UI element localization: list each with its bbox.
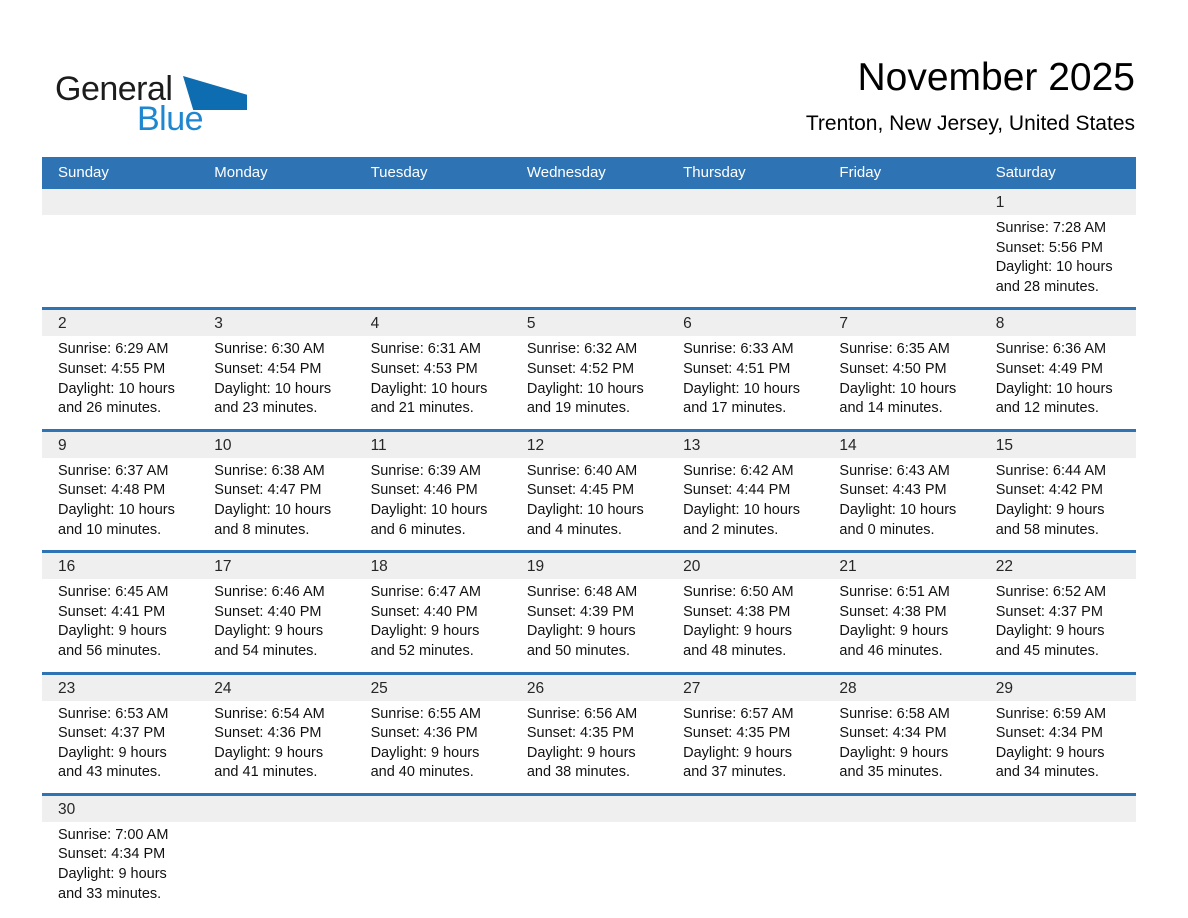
week-row (42, 189, 1136, 310)
day-cell (823, 675, 979, 793)
daylight-line-2: and 43 minutes. (58, 764, 162, 781)
sunrise-line: Sunrise: 6:46 AM (214, 584, 325, 601)
daylight-line-2: and 12 minutes. (995, 400, 1099, 417)
daylight-line: Daylight: 9 hours (214, 623, 324, 640)
day-details (355, 579, 511, 671)
sunrise-line: Sunrise: 6:38 AM (214, 462, 325, 479)
day-cell (511, 310, 667, 428)
weekday-header-monday: Monday (214, 164, 268, 181)
day-cell (980, 310, 1136, 428)
day-details (980, 458, 1136, 550)
day-number: 24 (198, 675, 354, 701)
day-cell (511, 553, 667, 671)
daylight-line-2: and 4 minutes. (526, 521, 622, 538)
sunset-line: Sunset: 4:35 PM (683, 725, 791, 742)
day-number: 10 (198, 432, 354, 458)
sunset-line: Sunset: 4:39 PM (526, 603, 635, 620)
daylight-line-2: and 40 minutes. (370, 764, 474, 781)
day-cell (980, 553, 1136, 671)
day-number: 12 (511, 432, 667, 458)
sunset-line: Sunset: 4:43 PM (839, 482, 947, 499)
day-details (980, 336, 1136, 428)
daylight-line-2: and 54 minutes. (214, 642, 318, 659)
day-details (42, 579, 198, 671)
day-details (823, 701, 979, 793)
daylight-line: Daylight: 9 hours (683, 623, 792, 640)
sunset-line: Sunset: 4:45 PM (526, 482, 635, 499)
daylight-line: Daylight: 9 hours (995, 623, 1105, 640)
weekday-header-sunday: Sunday (58, 164, 109, 181)
day-details (198, 458, 354, 550)
daylight-line: Daylight: 10 hours (214, 380, 332, 397)
day-cell (980, 675, 1136, 793)
day-details (667, 579, 823, 671)
week-row (42, 432, 1136, 553)
day-number (198, 796, 354, 822)
sunrise-line: Sunrise: 6:58 AM (839, 705, 950, 722)
day-cell (980, 432, 1136, 550)
day-cell (42, 553, 198, 671)
daylight-line: Daylight: 10 hours (526, 501, 644, 518)
sunrise-line: Sunrise: 6:42 AM (683, 462, 794, 479)
daylight-line: Daylight: 10 hours (58, 380, 175, 397)
weekday-header-friday: Friday (839, 164, 882, 181)
week-row (42, 675, 1136, 796)
daylight-line-2: and 50 minutes. (526, 642, 631, 659)
day-details (42, 822, 198, 914)
sunset-line: Sunset: 4:46 PM (370, 482, 478, 499)
day-cell (667, 553, 823, 671)
sunset-line: Sunset: 4:48 PM (58, 482, 166, 499)
sunrise-line: Sunrise: 6:37 AM (58, 462, 169, 479)
day-details (667, 458, 823, 550)
daylight-line: Daylight: 9 hours (995, 744, 1105, 761)
day-number (980, 796, 1136, 822)
day-number (355, 189, 511, 215)
daylight-line-2: and 34 minutes. (995, 764, 1099, 781)
sunset-line: Sunset: 4:41 PM (58, 603, 166, 620)
day-number: 27 (667, 675, 823, 701)
weekday-header-wednesday: Wednesday (526, 164, 606, 181)
day-number (667, 189, 823, 215)
weekday-header-row (42, 157, 1136, 189)
sunrise-line: Sunrise: 6:33 AM (683, 341, 794, 358)
sunrise-line: Sunrise: 6:43 AM (839, 462, 950, 479)
day-cell (42, 432, 198, 550)
day-details (511, 579, 667, 671)
sunset-line: Sunset: 4:53 PM (370, 360, 478, 377)
calendar (42, 157, 1136, 914)
daylight-line: Daylight: 10 hours (683, 501, 801, 518)
day-number: 30 (42, 796, 198, 822)
day-number: 19 (511, 553, 667, 579)
day-number: 7 (823, 310, 979, 336)
day-number: 8 (980, 310, 1136, 336)
sunrise-line: Sunrise: 6:56 AM (526, 705, 638, 722)
daylight-line-2: and 21 minutes. (370, 400, 474, 417)
sunrise-line: Sunrise: 6:40 AM (526, 462, 638, 479)
day-cell (355, 553, 511, 671)
day-cell-empty (355, 796, 511, 914)
sunset-line: Sunset: 4:42 PM (995, 482, 1103, 499)
day-number (42, 189, 198, 215)
sunset-line: Sunset: 4:37 PM (995, 603, 1103, 620)
day-number: 5 (511, 310, 667, 336)
daylight-line-2: and 26 minutes. (58, 400, 162, 417)
daylight-line-2: and 33 minutes. (58, 885, 162, 902)
weekday-header-tuesday: Tuesday (370, 164, 428, 181)
day-details (511, 701, 667, 793)
day-number (823, 796, 979, 822)
sunrise-line: Sunrise: 6:32 AM (526, 341, 638, 358)
sunrise-line: Sunrise: 6:35 AM (839, 341, 950, 358)
daylight-line: Daylight: 9 hours (839, 623, 949, 640)
day-number: 13 (667, 432, 823, 458)
sunrise-line: Sunrise: 6:45 AM (58, 584, 169, 601)
day-cell-empty (511, 796, 667, 914)
sunset-line: Sunset: 4:38 PM (683, 603, 791, 620)
day-details (823, 579, 979, 671)
day-number: 17 (198, 553, 354, 579)
day-cell (667, 310, 823, 428)
daylight-line-2: and 14 minutes. (839, 400, 943, 417)
sunrise-line: Sunrise: 6:51 AM (839, 584, 950, 601)
day-details (355, 336, 511, 428)
day-cell-empty (823, 189, 979, 307)
daylight-line: Daylight: 10 hours (995, 380, 1113, 397)
day-number: 3 (198, 310, 354, 336)
daylight-line: Daylight: 9 hours (58, 623, 167, 640)
week-row (42, 553, 1136, 674)
day-details (42, 336, 198, 428)
day-number: 14 (823, 432, 979, 458)
sunset-line: Sunset: 4:40 PM (214, 603, 322, 620)
daylight-line: Daylight: 9 hours (370, 744, 480, 761)
sunset-line: Sunset: 4:49 PM (995, 360, 1103, 377)
sunrise-line: Sunrise: 6:44 AM (995, 462, 1107, 479)
sunrise-line: Sunrise: 6:29 AM (58, 341, 169, 358)
day-cell (823, 553, 979, 671)
sunset-line: Sunset: 4:34 PM (58, 846, 166, 863)
day-cell (42, 310, 198, 428)
weekday-header-saturday: Saturday (995, 164, 1056, 181)
day-cell (198, 553, 354, 671)
day-number: 16 (42, 553, 198, 579)
day-number: 11 (355, 432, 511, 458)
daylight-line-2: and 41 minutes. (214, 764, 318, 781)
daylight-line-2: and 19 minutes. (526, 400, 631, 417)
day-number: 1 (980, 189, 1136, 215)
day-cell-empty (198, 189, 354, 307)
day-cell-empty (823, 796, 979, 914)
day-number: 6 (667, 310, 823, 336)
daylight-line: Daylight: 9 hours (214, 744, 324, 761)
day-details (823, 458, 979, 550)
sunset-line: Sunset: 4:34 PM (995, 725, 1103, 742)
daylight-line: Daylight: 10 hours (839, 380, 957, 397)
day-details (355, 701, 511, 793)
day-number: 23 (42, 675, 198, 701)
daylight-line-2: and 0 minutes. (839, 521, 935, 538)
sunrise-line: Sunrise: 7:28 AM (995, 220, 1107, 236)
day-number (198, 189, 354, 215)
day-details (355, 458, 511, 550)
day-cell (355, 432, 511, 550)
day-cell-empty (667, 796, 823, 914)
day-cell-empty (355, 189, 511, 307)
sunset-line: Sunset: 4:47 PM (214, 482, 322, 499)
daylight-line: Daylight: 10 hours (683, 380, 801, 397)
day-cell (667, 432, 823, 550)
week-row (42, 310, 1136, 431)
day-details (980, 701, 1136, 793)
day-cell (355, 675, 511, 793)
day-cell-empty (42, 189, 198, 307)
day-details (198, 701, 354, 793)
day-cell (42, 675, 198, 793)
sunrise-line: Sunrise: 6:50 AM (683, 584, 794, 601)
sunset-line: Sunset: 4:36 PM (214, 725, 322, 742)
day-number: 18 (355, 553, 511, 579)
day-cell (823, 432, 979, 550)
logo-text-blue: Blue (137, 100, 204, 138)
day-details (198, 579, 354, 671)
daylight-line: Daylight: 9 hours (683, 744, 792, 761)
sunset-line: Sunset: 4:51 PM (683, 360, 791, 377)
daylight-line-2: and 46 minutes. (839, 642, 943, 659)
sunset-line: Sunset: 4:34 PM (839, 725, 947, 742)
daylight-line: Daylight: 10 hours (370, 501, 488, 518)
sunset-line: Sunset: 4:50 PM (839, 360, 947, 377)
weekday-header-thursday: Thursday (683, 164, 746, 181)
sunset-line: Sunset: 4:38 PM (839, 603, 947, 620)
day-cell (198, 675, 354, 793)
title-block (806, 56, 1135, 136)
daylight-line-2: and 38 minutes. (526, 764, 631, 781)
sunset-line: Sunset: 4:40 PM (370, 603, 478, 620)
page-subtitle: Trenton, New Jersey, United States (805, 112, 1135, 135)
daylight-line-2: and 45 minutes. (995, 642, 1099, 659)
daylight-line-2: and 28 minutes. (995, 278, 1099, 295)
day-cell (980, 189, 1136, 307)
sunrise-line: Sunrise: 6:48 AM (526, 584, 638, 601)
daylight-line-2: and 10 minutes. (58, 521, 162, 538)
day-number: 21 (823, 553, 979, 579)
day-cell (42, 796, 198, 914)
sunset-line: Sunset: 4:52 PM (526, 360, 635, 377)
daylight-line: Daylight: 10 hours (370, 380, 488, 397)
day-details (823, 336, 979, 428)
week-row (42, 796, 1136, 914)
daylight-line: Daylight: 10 hours (995, 259, 1113, 276)
sunset-line: Sunset: 4:36 PM (370, 725, 478, 742)
daylight-line-2: and 52 minutes. (370, 642, 474, 659)
sunset-line: Sunset: 4:37 PM (58, 725, 166, 742)
sunset-line: Sunset: 4:55 PM (58, 360, 166, 377)
daylight-line: Daylight: 10 hours (526, 380, 644, 397)
sunrise-line: Sunrise: 6:57 AM (683, 705, 794, 722)
day-cell (198, 310, 354, 428)
day-details (198, 336, 354, 428)
day-number: 28 (823, 675, 979, 701)
daylight-line-2: and 35 minutes. (839, 764, 943, 781)
sunrise-line: Sunrise: 6:55 AM (370, 705, 481, 722)
sunrise-line: Sunrise: 6:52 AM (995, 584, 1107, 601)
sunset-line: Sunset: 4:54 PM (214, 360, 322, 377)
sunrise-line: Sunrise: 6:47 AM (370, 584, 481, 601)
daylight-line: Daylight: 9 hours (58, 744, 167, 761)
daylight-line: Daylight: 9 hours (526, 623, 636, 640)
day-number: 25 (355, 675, 511, 701)
sunrise-line: Sunrise: 7:00 AM (58, 826, 169, 843)
sunrise-line: Sunrise: 6:59 AM (995, 705, 1107, 722)
sunset-line: Sunset: 4:44 PM (683, 482, 791, 499)
daylight-line: Daylight: 9 hours (995, 501, 1105, 518)
logo-text-general: General (55, 70, 173, 108)
daylight-line-2: and 48 minutes. (683, 642, 787, 659)
daylight-line-2: and 6 minutes. (370, 521, 466, 538)
day-details (42, 458, 198, 550)
day-number: 29 (980, 675, 1136, 701)
day-number: 9 (42, 432, 198, 458)
day-details (511, 336, 667, 428)
day-number: 26 (511, 675, 667, 701)
daylight-line-2: and 58 minutes. (995, 521, 1099, 538)
day-number (667, 796, 823, 822)
daylight-line-2: and 2 minutes. (683, 521, 779, 538)
sunrise-line: Sunrise: 6:30 AM (214, 341, 325, 358)
day-cell-empty (198, 796, 354, 914)
day-details (980, 579, 1136, 671)
day-cell-empty (511, 189, 667, 307)
sunrise-line: Sunrise: 6:54 AM (214, 705, 325, 722)
sunset-line: Sunset: 4:35 PM (526, 725, 635, 742)
day-number (511, 796, 667, 822)
day-number: 20 (667, 553, 823, 579)
day-number (511, 189, 667, 215)
daylight-line: Daylight: 9 hours (58, 866, 167, 883)
day-cell-empty (667, 189, 823, 307)
day-details (511, 458, 667, 550)
daylight-line: Daylight: 9 hours (839, 744, 949, 761)
day-number (355, 796, 511, 822)
day-details (667, 336, 823, 428)
sunrise-line: Sunrise: 6:53 AM (58, 705, 169, 722)
sunrise-line: Sunrise: 6:39 AM (370, 462, 481, 479)
daylight-line: Daylight: 10 hours (839, 501, 957, 518)
day-number: 2 (42, 310, 198, 336)
sunset-line: Sunset: 5:56 PM (995, 239, 1103, 256)
general-blue-logo (55, 70, 245, 140)
day-cell (667, 675, 823, 793)
daylight-line-2: and 17 minutes. (683, 400, 787, 417)
daylight-line: Daylight: 10 hours (58, 501, 175, 518)
daylight-line-2: and 23 minutes. (214, 400, 318, 417)
daylight-line-2: and 8 minutes. (214, 521, 310, 538)
daylight-line-2: and 56 minutes. (58, 642, 162, 659)
day-cell (198, 432, 354, 550)
day-number: 4 (355, 310, 511, 336)
daylight-line: Daylight: 10 hours (214, 501, 332, 518)
daylight-line-2: and 37 minutes. (683, 764, 787, 781)
day-cell (511, 432, 667, 550)
day-cell-empty (980, 796, 1136, 914)
day-number: 15 (980, 432, 1136, 458)
day-number (823, 189, 979, 215)
day-cell (511, 675, 667, 793)
day-number: 22 (980, 553, 1136, 579)
day-cell (355, 310, 511, 428)
page-title: November 2025 (857, 56, 1135, 99)
day-details (980, 215, 1136, 307)
sunrise-line: Sunrise: 6:36 AM (995, 341, 1107, 358)
day-details (42, 701, 198, 793)
calendar-grid (42, 189, 1136, 914)
sunrise-line: Sunrise: 6:31 AM (370, 341, 481, 358)
day-cell (823, 310, 979, 428)
daylight-line: Daylight: 9 hours (370, 623, 480, 640)
daylight-line: Daylight: 9 hours (526, 744, 636, 761)
day-details (667, 701, 823, 793)
